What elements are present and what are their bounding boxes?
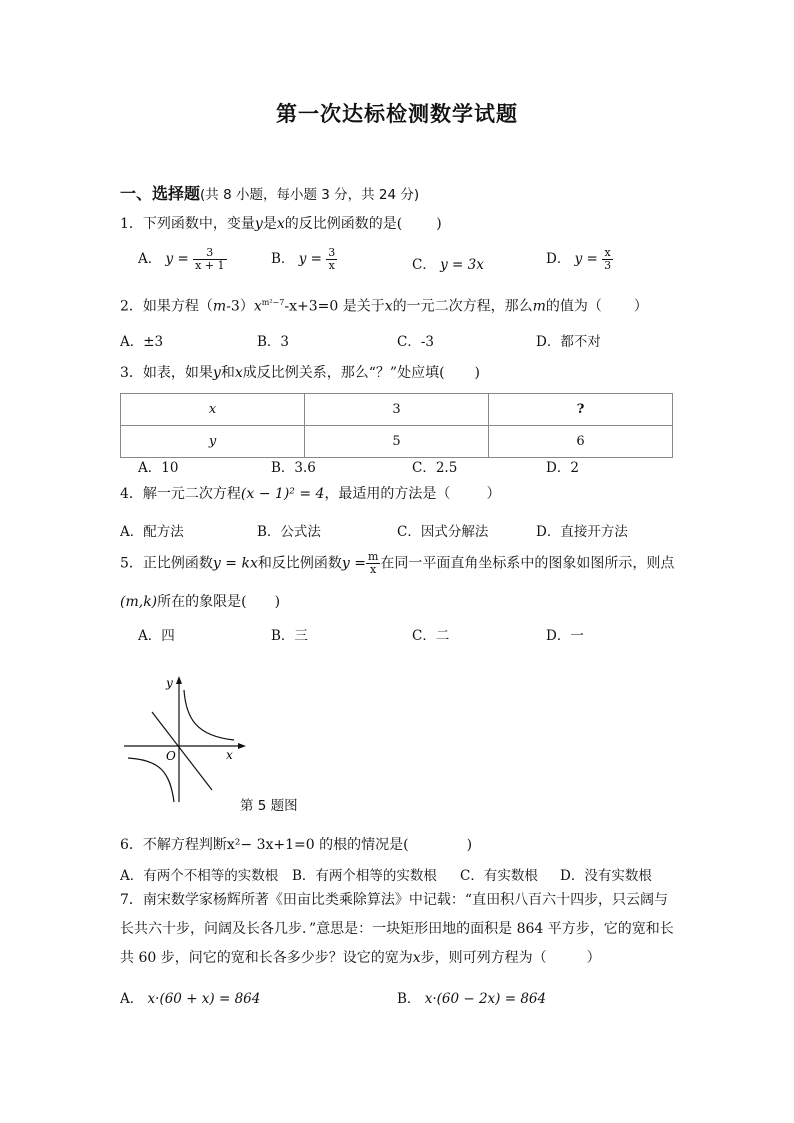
table-row bbox=[121, 394, 673, 426]
question-4-stem bbox=[120, 484, 500, 504]
q5-stem-c: 在同一平面直角坐标系中的图象如图所示，则点 bbox=[380, 555, 675, 572]
q6-option-c[interactable]: C．有实数根 bbox=[460, 868, 538, 884]
q4-stem-c: ） bbox=[486, 486, 501, 502]
table-cell bbox=[489, 394, 673, 426]
q7-var-x: x bbox=[412, 950, 421, 966]
q7-option-a-label: A． bbox=[120, 991, 144, 1007]
q3-stem-c: 成反比例关系，那么“？”处应填( bbox=[242, 365, 445, 381]
section-heading-label: 一、选择题 bbox=[120, 184, 201, 203]
q5-expr1: y = kx bbox=[212, 555, 258, 572]
question-7-line3 bbox=[120, 948, 601, 968]
table-cell: 3 bbox=[305, 394, 489, 426]
q7-line3-b: 步，则可列方程为（ bbox=[420, 950, 547, 966]
q2-option-c[interactable]: C．-3 bbox=[397, 334, 434, 350]
x-axis-arrow bbox=[238, 743, 246, 749]
q7-line3-a: 共 60 步，问它的宽和长各多少步？设它的宽为 bbox=[120, 950, 413, 966]
q1-option-c-label: C． bbox=[412, 257, 436, 273]
q3-var-x: x bbox=[234, 365, 243, 381]
q3-option-a[interactable]: A．10 bbox=[138, 460, 179, 476]
q4-option-b[interactable]: B．公式法 bbox=[257, 524, 321, 540]
q4-option-d[interactable]: D．直接开方法 bbox=[536, 524, 628, 540]
q4-stem-a: 4．解一元二次方程 bbox=[120, 486, 241, 502]
question-1-stem bbox=[120, 214, 442, 234]
q6-stem: 6．不解方程判断x²− 3x+1=0 的根的情况是( bbox=[120, 837, 409, 853]
q3-option-d[interactable]: D．2 bbox=[546, 460, 579, 476]
q1-a-fraction bbox=[193, 247, 226, 272]
table-cell: 5 bbox=[305, 426, 489, 458]
q1-option-b-label: B． bbox=[271, 251, 295, 267]
q1-option-d-label: D． bbox=[546, 251, 571, 267]
q3-var-y: y bbox=[212, 365, 221, 381]
q1-b-den: x bbox=[328, 259, 335, 272]
q5-stem-d: 所在的象限是( bbox=[157, 594, 247, 610]
q1-b-fraction bbox=[326, 247, 337, 272]
question-7-line1: 7．南宋数学家杨辉所著《田亩比类乘除算法》中记载：“直田积八百六十四步，只云阔与 bbox=[120, 892, 669, 908]
q1-option-d[interactable] bbox=[546, 247, 613, 272]
q1-option-b[interactable] bbox=[271, 247, 337, 272]
q7-b-expr: x·(60 − 2x) = 864 bbox=[424, 991, 547, 1007]
q1-d-num: x bbox=[602, 247, 613, 260]
q1-c-expr: y = 3x bbox=[440, 257, 484, 273]
q5-lhs2: y = bbox=[341, 555, 366, 572]
q1-option-a-label: A． bbox=[138, 251, 162, 267]
q7-option-a[interactable] bbox=[120, 987, 260, 1007]
q1-b-num: 3 bbox=[328, 246, 336, 259]
q2-power-exp: m²−7 bbox=[261, 298, 285, 307]
q6-option-b[interactable]: B．有两个相等的实数根 bbox=[292, 868, 437, 884]
q5-option-b[interactable]: B．三 bbox=[271, 628, 308, 644]
question-7-line2: 长共六十步，问阔及长各几步．”意思是：一块矩形田地的面积是 864 平方步，它的宽和长 bbox=[120, 921, 674, 937]
hyperbola-branch-1 bbox=[184, 690, 234, 740]
y-axis-arrow bbox=[176, 676, 182, 684]
question-2-stem bbox=[120, 293, 648, 317]
q6-stem-end: ) bbox=[466, 837, 473, 853]
q5-den2: x bbox=[370, 563, 377, 576]
hyperbola-branch-2 bbox=[128, 758, 174, 802]
q4-option-c[interactable]: C．因式分解法 bbox=[397, 524, 489, 540]
axis-label-x: x bbox=[226, 748, 233, 762]
q3-stem-a: 3．如表，如果 bbox=[120, 365, 213, 381]
figure-caption: 第 5 题图 bbox=[240, 798, 298, 814]
q1-option-c[interactable] bbox=[412, 253, 484, 273]
q1-stem-b: 是 bbox=[262, 216, 277, 232]
q3-stem-d: ) bbox=[474, 365, 480, 381]
q5-option-c[interactable]: C．二 bbox=[412, 628, 450, 644]
q7-option-b-label: B． bbox=[397, 991, 421, 1007]
q1-d-den: 3 bbox=[604, 259, 612, 272]
question-5-stem bbox=[120, 551, 674, 576]
q5-point: (m,k) bbox=[120, 594, 158, 610]
q1-a-lhs: y = bbox=[165, 251, 189, 267]
q3-option-c[interactable]: C．2.5 bbox=[412, 460, 458, 476]
q5-num2: m bbox=[367, 550, 379, 563]
q3-cell-y-label: y bbox=[208, 434, 217, 449]
q2-option-a[interactable]: A．±3 bbox=[120, 334, 164, 350]
q7-a-expr: x·(60 + x) = 864 bbox=[147, 991, 261, 1007]
q5-function-graph bbox=[120, 672, 250, 808]
q5-stem-e: ) bbox=[274, 594, 281, 610]
q2-option-d[interactable]: D．都不对 bbox=[536, 334, 601, 350]
q7-option-b[interactable] bbox=[397, 987, 546, 1007]
q2-stem-b: -3） bbox=[226, 298, 254, 315]
q7-line3-c: ） bbox=[586, 950, 601, 966]
table-cell bbox=[121, 394, 305, 426]
q1-b-lhs: y = bbox=[298, 251, 322, 267]
question-6-stem bbox=[120, 835, 472, 855]
q5-option-d[interactable]: D．一 bbox=[546, 628, 584, 644]
q1-var-y: y bbox=[254, 216, 263, 232]
origin-label: O bbox=[166, 749, 176, 763]
q2-power-base: x bbox=[253, 298, 262, 315]
q3-table bbox=[120, 393, 673, 458]
page-title: 第一次达标检测数学试题 bbox=[276, 102, 518, 126]
q5-stem-b: 和反比例函数 bbox=[257, 555, 342, 572]
q4-expr: (x − 1)² = 4 bbox=[240, 486, 325, 502]
q1-a-den: x + 1 bbox=[195, 259, 225, 272]
q1-stem-d: ) bbox=[436, 216, 442, 232]
q1-option-a[interactable] bbox=[138, 247, 227, 272]
question-5-stem-line2 bbox=[120, 592, 280, 612]
q4-option-a[interactable]: A．配方法 bbox=[120, 524, 184, 540]
q1-a-num: 3 bbox=[193, 247, 226, 260]
table-cell: 6 bbox=[489, 426, 673, 458]
question-3-stem bbox=[120, 363, 480, 383]
q3-option-b[interactable]: B．3.6 bbox=[271, 460, 316, 476]
q2-var-m2: m bbox=[532, 298, 546, 315]
q2-stem-e: 的值为（ bbox=[545, 298, 602, 315]
q4-stem-b: ，最适用的方法是（ bbox=[324, 486, 451, 502]
section-heading bbox=[120, 181, 419, 204]
q1-stem-c: 的反比例函数的是( bbox=[284, 216, 403, 232]
q2-option-b[interactable]: B．3 bbox=[257, 334, 290, 350]
table-row bbox=[121, 426, 673, 458]
q3-cell-unknown: ? bbox=[576, 402, 585, 417]
q1-stem-a: 1．下列函数中，变量 bbox=[120, 216, 255, 232]
q5-fraction bbox=[366, 551, 380, 576]
q5-option-a[interactable]: A．四 bbox=[138, 628, 175, 644]
q2-stem-d: 的一元二次方程，那么 bbox=[392, 298, 533, 315]
q2-var-x: x bbox=[384, 298, 393, 315]
section-note: (共 8 小题，每小题 3 分，共 24 分) bbox=[200, 187, 420, 203]
q6-option-a[interactable]: A．有两个不相等的实数根 bbox=[120, 868, 279, 884]
q3-cell-x-label: x bbox=[208, 402, 217, 417]
q2-stem-c: -x+3=0 是关于 bbox=[284, 298, 385, 315]
proportional-line bbox=[152, 712, 212, 790]
q3-stem-b: 和 bbox=[220, 365, 235, 381]
q1-d-lhs: y = bbox=[574, 251, 598, 267]
q2-stem-f: ） bbox=[633, 298, 648, 315]
q5-stem-a: 5．正比例函数 bbox=[120, 555, 213, 572]
axis-label-y: y bbox=[166, 676, 173, 690]
table-cell bbox=[121, 426, 305, 458]
q6-option-d[interactable]: D．没有实数根 bbox=[560, 868, 652, 884]
q2-stem-a: 2．如果方程（ bbox=[120, 298, 213, 315]
q1-var-x: x bbox=[276, 216, 285, 232]
q1-d-fraction bbox=[602, 247, 613, 272]
q2-var-m: m bbox=[212, 298, 227, 315]
